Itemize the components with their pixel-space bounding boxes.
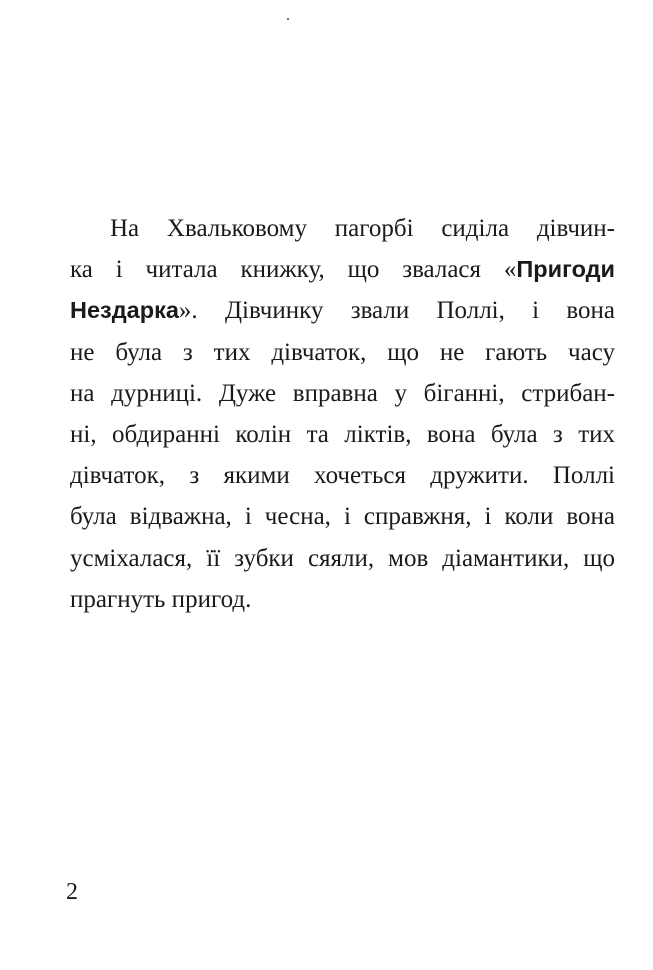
paragraph-line-3 bbox=[70, 290, 615, 331]
paragraph-line-2 bbox=[70, 249, 615, 290]
paragraph-line-4: не була з тих дівчаток, що не гають часу bbox=[70, 338, 615, 366]
paragraph-line-9: усміхалася, її зубки сяяли, мов діамантики, що bbox=[70, 544, 615, 572]
paragraph-line-8: була відважна, і чесна, і справжня, і коли вона bbox=[70, 503, 615, 531]
book-title-part-1: Пригоди bbox=[516, 256, 615, 283]
book-title-part-2: Нездарка bbox=[70, 297, 179, 324]
page-number: 2 bbox=[66, 879, 78, 905]
paragraph-line-7: дівчаток, з якими хочеться дружити. Поллі bbox=[70, 462, 615, 490]
story-paragraph bbox=[70, 208, 615, 620]
line-3-text: ». Дівчинку звали Поллі, і вона bbox=[178, 297, 615, 325]
print-speck bbox=[287, 18, 289, 20]
paragraph-line-10: прагнуть пригод. bbox=[70, 585, 252, 613]
paragraph-line-5: на дурниці. Дуже вправна у біганні, стрибан- bbox=[70, 379, 615, 407]
paragraph-line-6: ні, обдиранні колін та ліктів, вона була з тих bbox=[70, 420, 615, 448]
paragraph-line-1: На Хвальковому пагорбі сиділа дівчин- bbox=[110, 215, 615, 242]
line-2-text: ка і читала книжку, що звалася « bbox=[70, 256, 517, 284]
